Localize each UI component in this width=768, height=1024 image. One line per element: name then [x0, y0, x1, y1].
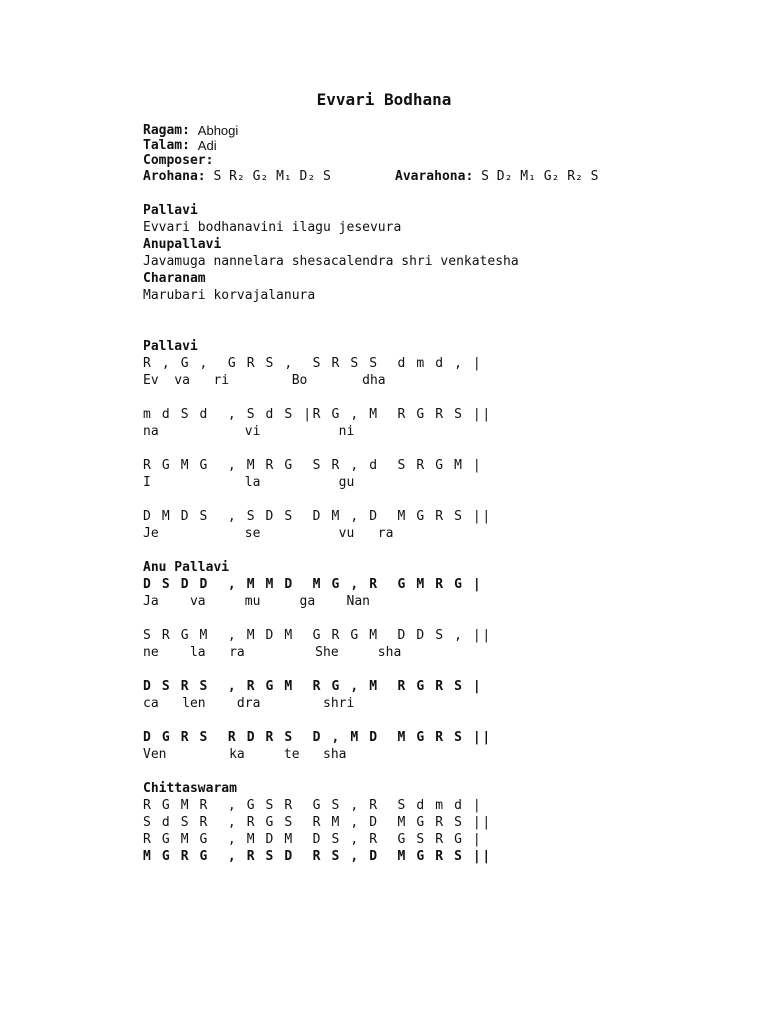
sahitya-line: Ja va mu ga Nan: [143, 594, 370, 609]
notation-line: [143, 729, 743, 763]
chittaswaram-line: R G M G , M D M D S , R G S R G |: [143, 832, 483, 847]
chittaswaram-heading: Chittaswaram: [143, 781, 237, 796]
notation-pallavi-heading: Pallavi: [143, 339, 198, 354]
sahitya-line: ca len dra shri: [143, 696, 355, 711]
chittaswaram-line: R G M R , G S R G S , R S d m d |: [143, 798, 483, 813]
notation-line: [143, 406, 743, 440]
notation-anupallavi-heading: Anu Pallavi: [143, 560, 230, 575]
lyrics-anupallavi-text: Javamuga nannelara shesacalendra shri venkatesha: [143, 254, 519, 269]
talam-label: Talam:: [143, 138, 190, 153]
sahitya-line: Ev va ri Bo dha: [143, 373, 386, 388]
notation-line: [143, 457, 743, 491]
talam-row: [143, 138, 743, 153]
lyrics-pallavi-heading: Pallavi: [143, 203, 198, 218]
swara-line: m d S d , S d S |R G , M R G R S ||: [143, 407, 492, 422]
swara-line: S R G M , M D M G R G M D D S , ||: [143, 628, 492, 643]
ragam-label: Ragam:: [143, 123, 190, 138]
chittaswaram-line: M G R G , R S D R S , D M G R S ||: [143, 849, 492, 864]
swara-line: R G M G , M R G S R , d S R G M |: [143, 458, 483, 473]
swara-line: D S R S , R G M R G , M R G R S |: [143, 679, 483, 694]
avarohana-label: Avarahona:: [395, 169, 474, 184]
notation-line: [143, 627, 743, 661]
lyrics-pallavi-text: Evvari bodhanavini ilagu jesevura: [143, 220, 402, 235]
scale-row: [143, 168, 743, 185]
sahitya-line: na vi ni: [143, 424, 355, 439]
sahitya-line: Je se vu ra: [143, 526, 394, 541]
composer-label: Composer:: [143, 153, 214, 168]
notation-line: [143, 678, 743, 712]
swara-line: D G R S R D R S D , M D M G R S ||: [143, 730, 492, 745]
lyrics-charanam-heading: Charanam: [143, 271, 206, 286]
arohana-label: Arohana:: [143, 169, 206, 184]
notation-sheet: [143, 90, 743, 865]
notation-line: [143, 355, 743, 389]
sahitya-line: ne la ra She sha: [143, 645, 402, 660]
chittaswaram-line: S d S R , R G S R M , D M G R S ||: [143, 815, 492, 830]
swara-line: D S D D , M M D M G , R G M R G |: [143, 577, 483, 592]
swara-line: D M D S , S D S D M , D M G R S ||: [143, 509, 492, 524]
composer-row: [143, 153, 743, 168]
lyrics-anupallavi-heading: Anupallavi: [143, 237, 222, 252]
ragam-value: Abhogi: [197, 123, 239, 138]
avarohana-value: S D₂ M₁ G₂ R₂ S: [481, 169, 599, 184]
arohana-value: S R₂ G₂ M₁ D₂ S: [213, 169, 331, 184]
sahitya-line: Ven ka te sha: [143, 747, 347, 762]
swara-line: R , G , G R S , S R S S d m d , |: [143, 356, 483, 371]
ragam-row: [143, 123, 743, 138]
talam-value: Adi: [197, 138, 217, 153]
sahitya-line: I la gu: [143, 475, 355, 490]
song-title: Evvari Bodhana: [316, 90, 452, 109]
notation-line: [143, 576, 743, 610]
notation-line: [143, 508, 743, 542]
lyrics-charanam-text: Marubari korvajalanura: [143, 288, 316, 303]
